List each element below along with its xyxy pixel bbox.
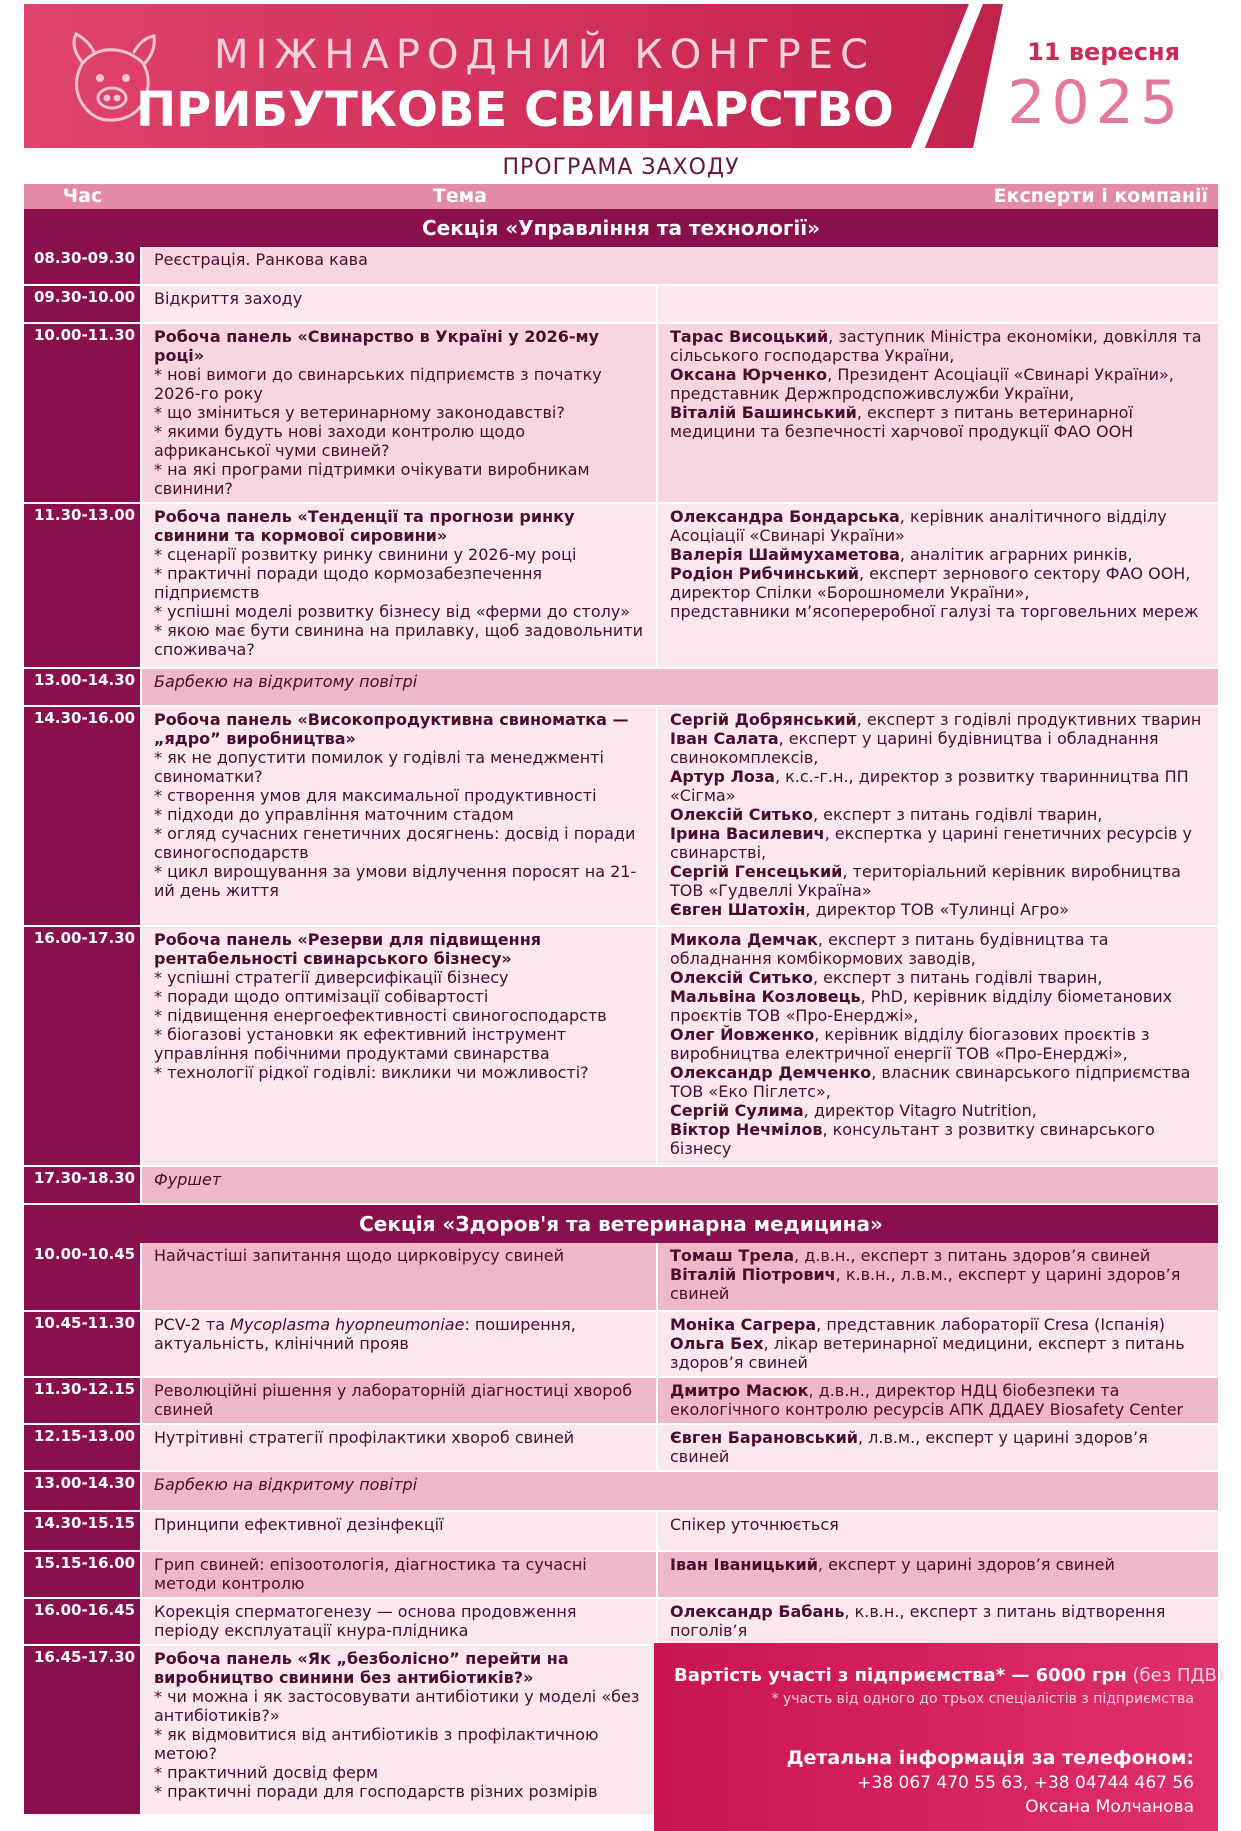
topic-item: * огляд сучасних генетичних досягнень: досвід і поради свиногосподарств: [154, 824, 636, 862]
expert-entry: [670, 930, 1208, 968]
expert-desc: , к.в.н., експерт з питань відтворення поголів’я: [670, 1602, 1166, 1640]
topic-cell: [141, 1377, 657, 1424]
expert-entry: [670, 507, 1208, 545]
experts-cell: [657, 1551, 1218, 1598]
table-row: [24, 1471, 1218, 1511]
topic-item: * на які програми підтримки очікувати виробникам свинини?: [154, 460, 590, 498]
table-row: [24, 1598, 1218, 1645]
expert-entry: [670, 862, 1208, 900]
expert-name: Дмитро Масюк: [670, 1381, 809, 1400]
section-title: Секція «Управління та технології»: [24, 209, 1218, 247]
experts-cell: [657, 1311, 1218, 1377]
topic-item: * поради щодо оптимізації собівартості: [154, 987, 489, 1006]
table-row: [24, 323, 1218, 503]
expert-name: Оксана Юрченко: [670, 365, 828, 384]
topic-item: * якою має бути свинина на прилавку, щоб задовольнити споживача?: [154, 621, 643, 659]
section-header: [24, 1204, 1218, 1243]
topic-item: * сценарії розвитку ринку свинини у 2026-му році: [154, 545, 577, 564]
expert-desc: , експерт з питань годівлі тварин,: [812, 968, 1103, 987]
topic-text: Нутрітивні стратегії профілактики хвороб свиней: [154, 1428, 575, 1447]
topic-item: * чи можна і як застосовувати антибіотики у моделі «без антибіотиків?»: [154, 1687, 640, 1725]
topic-item: * створення умов для максимальної продуктивності: [154, 786, 597, 805]
time-cell: 10.45-11.30: [24, 1311, 141, 1377]
expert-desc: , експерт з годівлі продуктивних тварин: [856, 710, 1202, 729]
expert-desc: , д.в.н., директор НДЦ біобезпеки та екологічного контролю ресурсів АПК ДДАЕУ Biosafety Center: [670, 1381, 1184, 1419]
topic-text-italic: Mycoplasma hyopneumoniae: [230, 1315, 465, 1334]
expert-name: Сергій Генсецький: [670, 862, 843, 881]
topic-cell: [141, 1645, 657, 1815]
experts-cell: [657, 1243, 1218, 1311]
experts-cell: [657, 503, 1218, 668]
table-row: [24, 1424, 1218, 1471]
expert-name: Віталій Башинський: [670, 403, 857, 422]
experts-cell: [657, 1511, 1218, 1551]
expert-entry: [670, 403, 1208, 441]
expert-entry: [670, 1315, 1208, 1334]
expert-entry: [670, 1101, 1208, 1120]
time-cell: 16.45-17.30: [24, 1645, 141, 1815]
section-title: Секція «Здоров'я та ветеринарна медицина»: [24, 1204, 1218, 1243]
time-cell: 13.00-14.30: [24, 1471, 141, 1511]
expert-desc: , к.с.-г.н., директор з розвитку тваринництва ПП «Сігма»: [670, 767, 1189, 805]
column-header-row: [24, 184, 1218, 209]
expert-desc: , експерт з питань ветеринарної медицини та безпечності харчової продукції ФАО ООН: [670, 403, 1134, 441]
expert-name: Мальвіна Козловець: [670, 987, 861, 1006]
expert-desc: , заступник Міністра економіки, довкілля та сільського господарства України,: [670, 327, 1202, 365]
expert-entry: [670, 1515, 1208, 1534]
table-row: [24, 706, 1218, 926]
expert-name: Євген Шатохін: [670, 900, 806, 919]
contact-phones[interactable]: +38 067 470 55 63, +38 04744 467 56: [857, 1773, 1194, 1793]
expert-name: Микола Демчак: [670, 930, 818, 949]
topic-text: PCV-2 та: [154, 1315, 231, 1334]
topic-text: Принципи ефективної дезінфекції: [154, 1515, 444, 1534]
topic-text: Грип свиней: епізоотологія, діагностика та сучасні методи контролю: [154, 1555, 587, 1593]
expert-desc: , експерт з питань будівництва та обладнання комбікормових заводів,: [670, 930, 1109, 968]
expert-name: Сергій Сулима: [670, 1101, 804, 1120]
event-date-day: 11 вересня: [1027, 38, 1180, 66]
expert-name: Віктор Нечмілов: [670, 1120, 823, 1139]
expert-entry: [670, 1120, 1208, 1158]
topic-text: Барбекю на відкритому повітрі: [154, 672, 418, 691]
time-cell: 10.00-10.45: [24, 1243, 141, 1311]
experts-cell: [657, 285, 1218, 323]
topic-cell: [141, 1243, 657, 1311]
expert-name: Сергій Добрянський: [670, 710, 857, 729]
topic-text: Відкриття заходу: [154, 289, 303, 308]
expert-desc: , директор ТОВ «Тулинці Агро»: [805, 900, 1070, 919]
time-cell: 14.30-16.00: [24, 706, 141, 926]
panel-title: Робоча панель «Резерви для підвищення рентабельності свинарського бізнесу»: [154, 930, 542, 968]
topic-cell: [141, 503, 657, 668]
expert-name: Іван Салата: [670, 729, 779, 748]
topic-cell: [141, 1598, 657, 1645]
time-cell: 11.30-13.00: [24, 503, 141, 668]
topic-cell: [141, 323, 657, 503]
topic-cell: [141, 926, 657, 1166]
expert-desc: , лікар ветеринарної медицини, експерт з питань здоров’я свиней: [670, 1334, 1185, 1372]
price-footnote: * участь від одного до трьох спеціалістів з підприємства: [771, 1691, 1194, 1707]
expert-name: Моніка Сагрера: [670, 1315, 817, 1334]
expert-name: Олексій Ситько: [670, 805, 813, 824]
panel-title: Робоча панель «Як „безболісно” перейти на виробництво свинини без антибіотиків?»: [154, 1649, 569, 1687]
topic-text: : поширення, актуальність, клінічний прояв: [154, 1315, 576, 1353]
topic-text: Революційні рішення у лабораторній діагностиці хвороб свиней: [154, 1381, 633, 1419]
expert-name: Олег Йовженко: [670, 1025, 815, 1044]
table-row: [24, 1551, 1218, 1598]
expert-entry: [670, 987, 1208, 1025]
expert-name: Іван Іваницький: [670, 1555, 818, 1574]
topic-item: * біогазові установки як ефективний інструмент управління побічними продуктами свинарства: [154, 1025, 567, 1063]
expert-name: Євген Барановський: [670, 1428, 858, 1447]
expert-desc: , директор Vitagro Nutrition,: [803, 1101, 1037, 1120]
expert-entry: [670, 824, 1208, 862]
expert-entry: [670, 968, 1208, 987]
time-cell: 15.15-16.00: [24, 1551, 141, 1598]
info-heading: Детальна інформація за телефоном:: [786, 1747, 1194, 1769]
topic-text: Барбекю на відкритому повітрі: [154, 1475, 418, 1494]
expert-desc: , представник лабораторії Cresa (Іспанія): [816, 1315, 1165, 1334]
price-line: [674, 1665, 1224, 1686]
price-amount: Вартість участі з підприємства* — 6000 грн: [674, 1665, 1127, 1686]
panel-title: Робоча панель «Тенденції та прогнози ринку свинини та кормової сировини»: [154, 507, 575, 545]
time-cell: 09.30-10.00: [24, 285, 141, 323]
table-row: [24, 1511, 1218, 1551]
experts-cell: [657, 706, 1218, 926]
expert-name: Родіон Рибчинський: [670, 564, 859, 583]
expert-desc: , аналітик аграрних ринків,: [899, 545, 1133, 564]
table-row: [24, 1377, 1218, 1424]
column-topic: Тема: [141, 184, 657, 209]
expert-entry: [670, 602, 1208, 621]
topic-cell: [141, 668, 1218, 706]
program-page: [24, 4, 1218, 1816]
price-vat-note: (без ПДВ): [1126, 1665, 1224, 1686]
expert-desc: представники м’ясопереробної галузі та торговельних мереж: [670, 602, 1199, 621]
expert-desc: , експерт з питань годівлі тварин,: [812, 805, 1103, 824]
program-subtitle: ПРОГРАМА ЗАХОДУ: [502, 155, 740, 180]
expert-desc: Спікер уточнюється: [670, 1515, 839, 1534]
time-cell: 10.00-11.30: [24, 323, 141, 503]
expert-entry: [670, 729, 1208, 767]
expert-name: Томаш Трела: [670, 1246, 795, 1265]
topic-cell: [141, 1471, 1218, 1511]
section-1-rows: [24, 247, 1218, 1204]
expert-entry: [670, 805, 1208, 824]
time-cell: 08.30-09.30: [24, 247, 141, 285]
expert-desc: , керівник аналітичного відділу Асоціації «Свинарі України»: [670, 507, 1167, 545]
congress-label: МІЖНАРОДНИЙ КОНГРЕС: [214, 32, 876, 78]
expert-entry: [670, 1381, 1208, 1419]
expert-entry: [670, 710, 1208, 729]
expert-desc: , керівник відділу біогазових проєктів з виробництва електричної енергії ТОВ «Про-Енерджі»,: [670, 1025, 1150, 1063]
topic-item: * якими будуть нові заходи контролю щодо африканської чуми свиней?: [154, 422, 526, 460]
time-cell: 16.00-17.30: [24, 926, 141, 1166]
experts-cell: [657, 1377, 1218, 1424]
table-row: [24, 1243, 1218, 1311]
expert-desc: , к.в.н., л.в.м., експерт у царині здоров’я свиней: [670, 1265, 1181, 1303]
section-header: [24, 209, 1218, 247]
panel-title: Робоча панель «Свинарство в Україні у 2026-му році»: [154, 327, 599, 365]
topic-cell: [141, 1511, 657, 1551]
topic-item: * як не допустити помилок у годівлі та менеджменті свиноматки?: [154, 748, 604, 786]
topic-text: Корекція сперматогенезу — основа продовження періоду експлуатації кнура-плідника: [154, 1602, 577, 1640]
topic-text: Найчастіші запитання щодо цирковірусу свиней: [154, 1246, 565, 1265]
table-row: [24, 285, 1218, 323]
expert-name: Ірина Василевич: [670, 824, 825, 843]
expert-entry: [670, 1025, 1208, 1063]
expert-desc: , територіальний керівник виробництва ТОВ «Гудвеллі Україна»: [670, 862, 1181, 900]
expert-entry: [670, 1602, 1208, 1640]
time-cell: 11.30-12.15: [24, 1377, 141, 1424]
table-row: [24, 247, 1218, 285]
expert-name: Олексій Ситько: [670, 968, 813, 987]
topic-item: * практичний досвід ферм: [154, 1763, 379, 1782]
time-cell: 16.00-16.45: [24, 1598, 141, 1645]
event-date-year: 2025: [1007, 68, 1184, 138]
time-cell: 13.00-14.30: [24, 668, 141, 706]
time-cell: 17.30-18.30: [24, 1166, 141, 1204]
time-cell: 14.30-15.15: [24, 1511, 141, 1551]
topic-cell: [141, 247, 1218, 285]
topic-cell: [141, 285, 657, 323]
expert-name: Артур Лоза: [670, 767, 775, 786]
table-row: [24, 668, 1218, 706]
experts-cell: [657, 926, 1218, 1166]
topic-cell: [141, 706, 657, 926]
expert-name: Валерія Шаймухаметова: [670, 545, 900, 564]
expert-name: Віталій Піотрович: [670, 1265, 836, 1284]
topic-cell: [141, 1311, 657, 1377]
expert-entry: [670, 1555, 1208, 1574]
event-title: ПРИБУТКОВЕ СВИНАРСТВО: [136, 82, 894, 138]
expert-desc: , д.в.н., експерт з питань здоров’я свиней: [794, 1246, 1151, 1265]
table-row: [24, 503, 1218, 668]
congress-banner: [24, 4, 1218, 148]
expert-desc: , експерт у царині будівництва і обладнання свинокомплексів,: [670, 729, 1159, 767]
expert-entry: [670, 1063, 1208, 1101]
column-time: Час: [24, 184, 141, 209]
topic-item: * як відмовитися від антибіотиків з профілактичною метою?: [154, 1725, 599, 1763]
expert-entry: [670, 1334, 1208, 1372]
topic-item: * успішні моделі розвитку бізнесу від «ферми до столу»: [154, 602, 631, 621]
expert-entry: [670, 1428, 1208, 1466]
experts-cell: [657, 1424, 1218, 1471]
banner-divider: [911, 4, 983, 148]
topic-item: * технології рідкої годівлі: виклики чи можливості?: [154, 1063, 589, 1082]
expert-desc: , л.в.м., експерт у царині здоров’я свиней: [670, 1428, 1148, 1466]
expert-desc: , експерт у царині здоров’я свиней: [817, 1555, 1115, 1574]
expert-desc: , PhD, керівник відділу біометанових проєктів ТОВ «Про-Енерджі»,: [670, 987, 1173, 1025]
topic-item: * підвищення енергоефективності свиногосподарств: [154, 1006, 607, 1025]
expert-entry: [670, 1265, 1208, 1303]
expert-name: Тарас Висоцький: [670, 327, 829, 346]
topic-item: * практичні поради для господарств різних розмірів: [154, 1782, 598, 1801]
pricing-box: [654, 1643, 1224, 1831]
topic-cell: [141, 1424, 657, 1471]
topic-text: Фуршет: [154, 1170, 222, 1189]
expert-desc: , Президент Асоціації «Свинарі України», представник Держпродспоживслужби України,: [670, 365, 1174, 403]
expert-desc: , експерт зернового сектору ФАО ООН, директор Спілки «Борошномели України»,: [670, 564, 1191, 602]
topic-item: * успішні стратегії диверсифікації бізнесу: [154, 968, 509, 987]
expert-name: Олександра Бондарська: [670, 507, 900, 526]
panel-title: Робоча панель «Високопродуктивна свиноматка — „ядро” виробництва»: [154, 710, 629, 748]
topic-cell: [141, 1166, 1218, 1204]
expert-entry: [670, 767, 1208, 805]
experts-cell: [657, 323, 1218, 503]
topic-cell: [141, 1551, 657, 1598]
topic-item: * цикл вирощування за умови відлучення поросят на 21-ий день життя: [154, 862, 637, 900]
program-table: [24, 184, 1218, 1816]
expert-desc: , експертка у царині генетичних ресурсів у свинарстві,: [670, 824, 1193, 862]
contact-name: Оксана Молчанова: [1025, 1797, 1194, 1817]
topic-item: * нові вимоги до свинарських підприємств з початку 2026-го року: [154, 365, 602, 403]
expert-entry: [670, 365, 1208, 403]
topic-text: Реєстрація. Ранкова кава: [154, 250, 368, 269]
table-row: [24, 926, 1218, 1166]
topic-item: * що зміниться у ветеринарному законодавстві?: [154, 403, 565, 422]
column-experts: Експерти і компанії: [657, 184, 1218, 209]
time-cell: 12.15-13.00: [24, 1424, 141, 1471]
expert-name: Ольга Бех: [670, 1334, 764, 1353]
expert-name: Олександр Демченко: [670, 1063, 872, 1082]
topic-item: * практичні поради щодо кормозабезпечення підприємств: [154, 564, 543, 602]
expert-entry: [670, 1246, 1208, 1265]
table-row: [24, 1311, 1218, 1377]
experts-cell: [657, 1598, 1218, 1645]
expert-desc: , власник свинарського підприємства ТОВ «Еко Піглетс»,: [670, 1063, 1191, 1101]
expert-entry: [670, 564, 1208, 602]
expert-name: Олександр Бабань: [670, 1602, 845, 1621]
expert-entry: [670, 327, 1208, 365]
topic-item: * підходи до управління маточним стадом: [154, 805, 514, 824]
expert-entry: [670, 545, 1208, 564]
expert-desc: , консультант з розвитку свинарського бізнесу: [670, 1120, 1155, 1158]
table-row: [24, 1166, 1218, 1204]
expert-entry: [670, 900, 1208, 919]
